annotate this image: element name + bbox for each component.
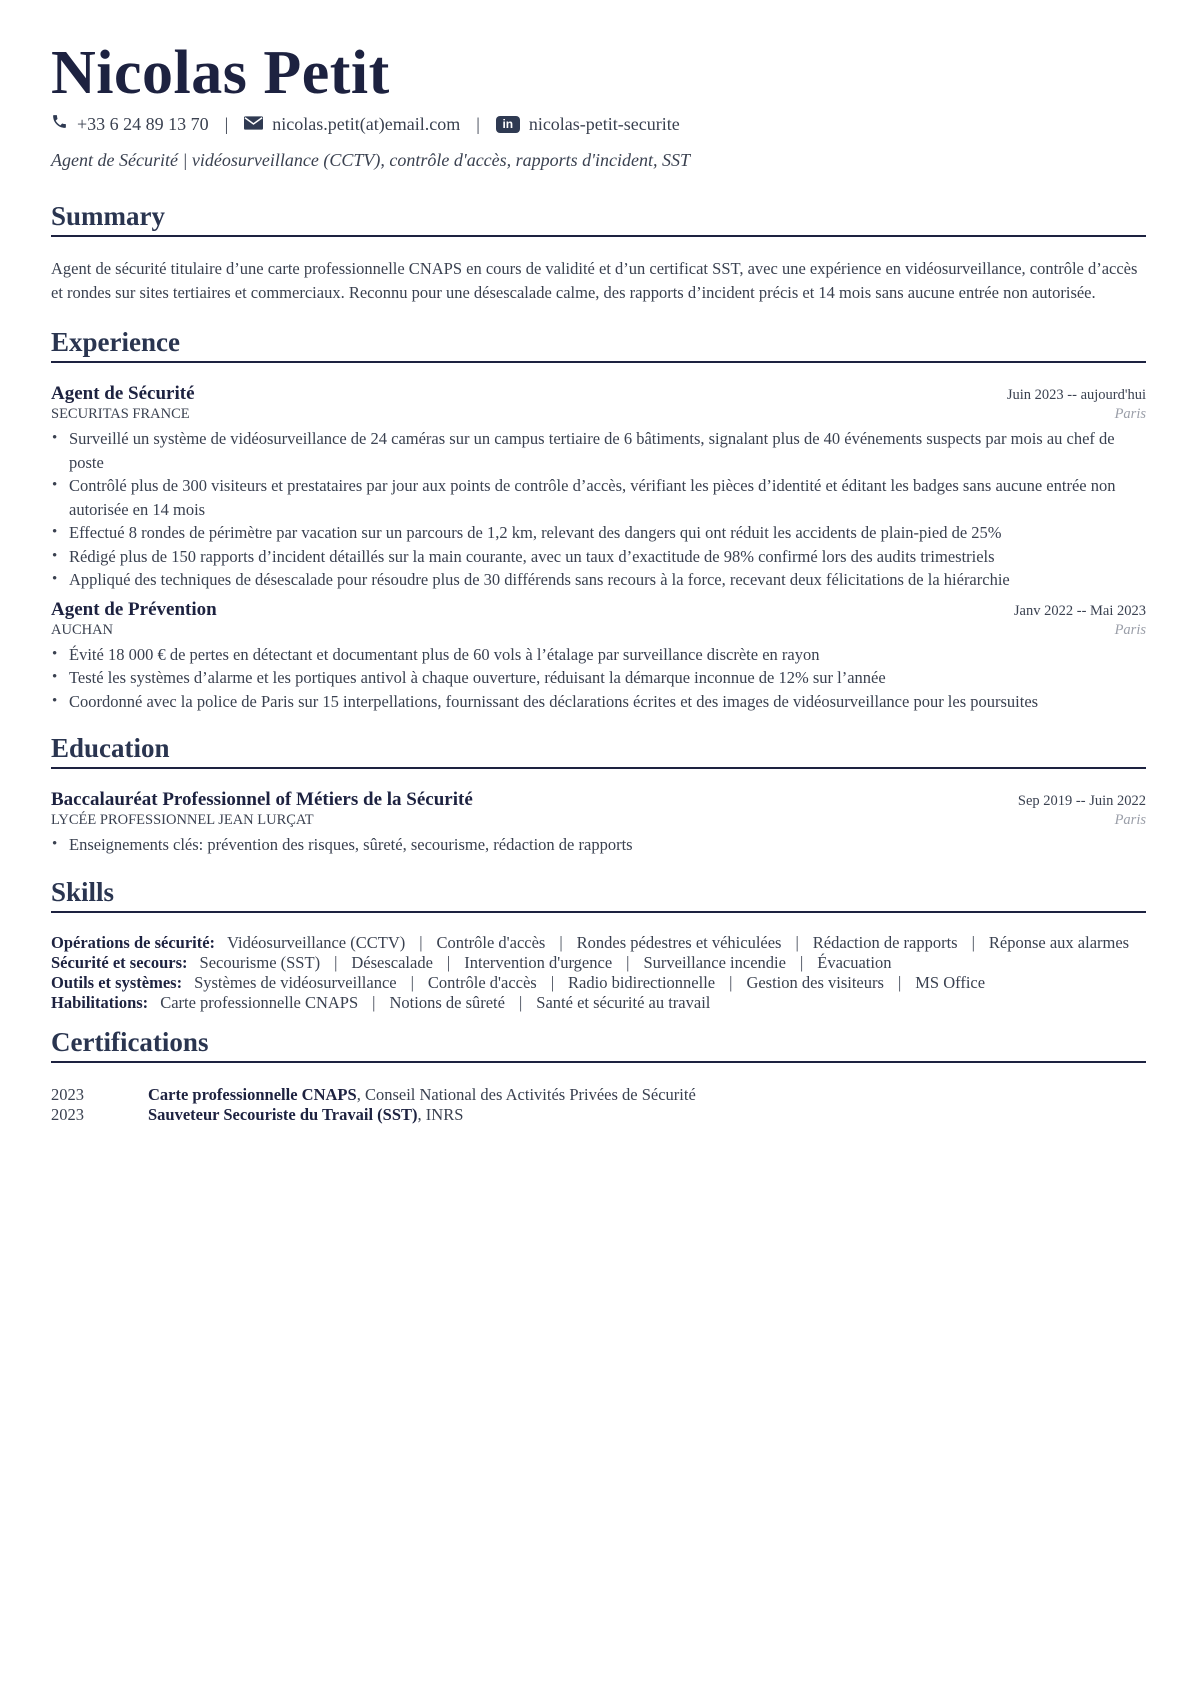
last-name: Petit [263,39,390,107]
skills-section [51,875,1146,1013]
mail-icon [244,114,263,135]
contact-line [51,112,1146,136]
job-bullets [51,643,1146,714]
linkedin-contact[interactable] [496,114,680,135]
skill-item: Contrôle d'accès [436,932,546,952]
certifications-list [51,1085,1146,1125]
education-bullets [51,833,1146,857]
job-entry [51,599,1146,714]
skills-separator: | [419,932,423,952]
skills-separator: | [334,952,338,972]
cert-year: 2023 [51,1104,84,1124]
job-location: Paris [1114,621,1146,638]
phone-icon [51,113,68,135]
section-title-certifications: Certifications [51,1025,1146,1063]
skills-list [51,933,1146,1013]
degree-title: Baccalauréat Professionnel of Métiers de la Sécurité [51,789,473,810]
cert-issuer: , Conseil National des Activités Privées de Sécurité [356,1084,696,1104]
skills-separator: | [799,952,804,972]
bullet-item: • Contrôlé plus de 300 visiteurs et prestataires par jour aux points de contrôle d’accès, vérifiant les pièces d’identité et éditant les badges sans aucune entrée non autorisée en 14 mois [51,474,1146,521]
skills-row [51,953,1146,973]
phone-number: +33 6 24 89 13 70 [77,113,209,134]
bullet-item: • Rédigé plus de 150 rapports d’incident détaillés sur la main courante, avec un taux d’exactitude de 98% confirmé lors des audits trimestriels [51,545,1146,569]
linkedin-icon: in [496,116,520,133]
skill-item: Surveillance incendie [643,952,786,972]
cert-name: Carte professionnelle CNAPS [148,1084,357,1104]
skills-separator: | [897,972,902,992]
skills-separator: | [559,932,563,952]
education-entry [51,789,1146,857]
bullet-item: • Testé les systèmes d’alarme et les portiques antivol à chaque ouverture, réduisant la démarque inconnue de 12% sur l’année [51,666,1146,690]
skills-category: Outils et systèmes: [51,972,183,992]
cert-issuer: , INRS [417,1104,464,1124]
skill-item: Désescalade [351,952,433,972]
skill-item: Notions de sûreté [389,992,505,1012]
job-role: Agent de Sécurité [51,383,195,404]
skill-item: Carte professionnelle CNAPS [160,992,359,1012]
section-title-skills: Skills [51,875,1146,913]
skill-item: Intervention d'urgence [464,952,613,972]
linkedin-handle[interactable]: nicolas-petit-securite [528,113,680,134]
contact-separator: | [224,113,229,134]
skill-item: MS Office [915,972,986,992]
skill-item: Vidéosurveillance (CCTV) [227,932,406,952]
experience-section [51,325,1146,713]
job-role: Agent de Prévention [51,598,217,620]
skills-category: Sécurité et secours: [51,952,188,972]
section-title-experience: Experience [51,325,1146,363]
skill-item: Contrôle d'accès [427,972,537,992]
headline-tagline: Agent de Sécurité | vidéosurveillance (CCTV), contrôle d'accès, rapports d'incident, SST [51,150,691,170]
skill-item: Gestion des visiteurs [746,972,884,992]
school-name: LYCÉE PROFESSIONNEL JEAN LURÇAT [51,812,314,828]
skills-separator: | [372,992,376,1012]
school-location: Paris [1114,812,1146,828]
certification-row [51,1105,1146,1125]
skills-category: Habilitations: [51,992,149,1012]
summary-text: Agent de sécurité titulaire d’une carte professionnelle CNAPS en cours de validité et d’un certificat SST, avec une expérience en vidéosurveillance, contrôle d’accès et rondes sur sites tertiaires et commerciaux. Reconnu pour une désescalade calme, des rapports d’incident précis et 14 mois sans aucune entrée non autorisée. [51,259,1138,302]
skills-separator: | [518,992,523,1012]
email-contact[interactable] [244,114,460,135]
skills-separator: | [626,952,630,972]
skills-row [51,993,1146,1013]
skills-separator: | [410,972,414,992]
job-company: AUCHAN [51,621,114,638]
section-title-summary: Summary [51,199,1146,237]
bullet-item: • Coordonné avec la police de Paris sur 15 interpellations, fournissant des déclarations écrites et des images de vidéosurveillance pour les poursuites [51,690,1146,714]
job-location: Paris [1114,406,1146,422]
skill-item: Systèmes de vidéosurveillance [194,972,397,992]
email-address[interactable]: nicolas.petit(at)email.com [272,113,461,134]
cert-name: Sauveteur Secouriste du Travail (SST) [148,1104,418,1124]
phone-contact [51,113,209,135]
section-title-education: Education [51,731,1146,769]
first-name: Nicolas [51,39,248,107]
certification-row [51,1085,1146,1105]
job-dates: Juin 2023 -- aujourd'hui [1006,387,1146,403]
candidate-name [51,38,1146,108]
job-bullets [51,427,1146,592]
skill-item: Réponse aux alarmes [988,932,1130,952]
job-company: SECURITAS FRANCE [51,406,190,422]
skill-item: Radio bidirectionnelle [568,972,716,992]
skills-row [51,973,1146,993]
job-entry [51,383,1146,592]
skills-separator: | [446,952,451,972]
bullet-item: • Enseignements clés: prévention des risques, sûreté, secourisme, rédaction de rapports [51,833,1146,857]
skills-separator: | [729,972,733,992]
education-dates: Sep 2019 -- Juin 2022 [1017,793,1146,809]
education-section [51,731,1146,857]
certifications-section [51,1025,1146,1125]
skill-item: Rondes pédestres et véhiculées [576,932,782,952]
skills-separator: | [550,972,555,992]
bullet-item: • Évité 18 000 € de pertes en détectant et documentant plus de 60 vols à l’étalage par surveillance discrète en rayon [51,643,1146,667]
skills-separator: | [971,932,975,952]
skill-item: Évacuation [817,952,892,972]
bullet-item: • Surveillé un système de vidéosurveillance de 24 caméras sur un campus tertiaire de 6 bâtiments, signalant plus de 40 événements suspects par mois au chef de poste [51,427,1146,474]
bullet-item: • Appliqué des techniques de désescalade pour résoudre plus de 30 différends sans recours à la force, recevant deux félicitations de la hiérarchie [51,568,1146,592]
summary-section [51,199,1146,305]
contact-separator: | [476,113,480,134]
cert-year: 2023 [51,1084,84,1104]
resume-page [51,38,1146,1125]
skills-separator: | [795,932,799,952]
skill-item: Santé et sécurité au travail [536,992,711,1012]
job-dates: Janv 2022 -- Mai 2023 [1013,602,1146,619]
skills-category: Opérations de sécurité: [51,932,216,952]
bullet-item: • Effectué 8 rondes de périmètre par vacation sur un parcours de 1,2 km, relevant des dangers qui ont réduit les accidents de plain-pied de 25% [51,521,1146,545]
skill-item: Rédaction de rapports [812,932,958,952]
skill-item: Secourisme (SST) [199,952,321,972]
skills-row [51,933,1146,953]
